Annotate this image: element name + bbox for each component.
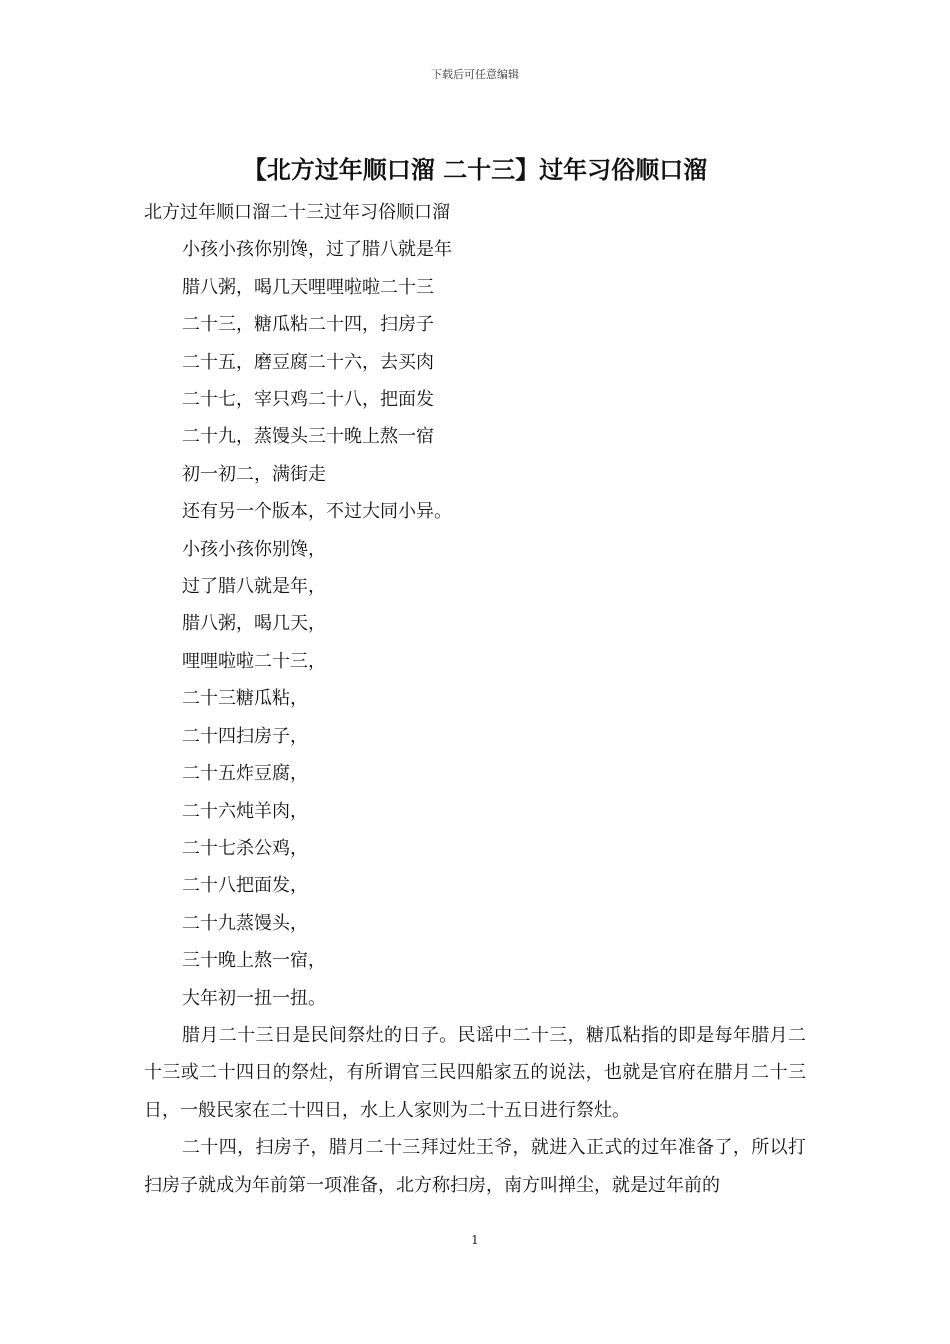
poem-line: 初一初二，满街走 xyxy=(182,463,326,485)
document-body xyxy=(144,194,806,1204)
poem-line: 二十八把面发， xyxy=(182,875,308,897)
document-subtitle: 北方过年顺口溜二十三过年习俗顺口溜 xyxy=(144,202,450,223)
paragraph-house-cleaning: 二十四，扫房子，腊月二十三拜过灶王爷，就进入正式的过年准备了，所以打扫房子就成为年前第一项准备，北方称扫房，南方叫掸尘，就是过年前的 xyxy=(144,1137,806,1196)
poem-line: 二十三糖瓜粘， xyxy=(182,688,308,710)
poem-line: 二十九蒸馒头， xyxy=(182,912,308,934)
poem-line: 小孩小孩你别馋，过了腊八就是年 xyxy=(182,239,452,261)
paragraph-kitchen-god: 腊月二十三日是民间祭灶的日子。民谣中二十三，糖瓜粘指的即是每年腊月二十三或二十四日的祭灶，有所谓官三民四船家五的说法，也就是官府在腊月二十三日，一般民家在二十四日，水上人家则为二十五日进行祭灶。 xyxy=(144,1024,806,1121)
document-title: 【北方过年顺口溜 二十三】过年习俗顺口溜 xyxy=(242,156,708,184)
poem-line: 小孩小孩你别馋， xyxy=(182,538,326,560)
poem-line: 过了腊八就是年， xyxy=(182,576,326,598)
page-header-note: 下载后可任意编辑 xyxy=(431,68,519,81)
poem-line: 三十晚上熬一宿， xyxy=(182,950,326,972)
poem-line: 二十六炖羊肉， xyxy=(182,800,308,822)
poem-line: 哩哩啦啦二十三， xyxy=(182,650,326,672)
poem-line: 二十五，磨豆腐二十六，去买肉 xyxy=(182,351,434,373)
poem-line: 二十三，糖瓜粘二十四，扫房子 xyxy=(182,314,434,336)
poem-line: 二十四扫房子， xyxy=(182,725,308,747)
poem-line: 二十七，宰只鸡二十八，把面发 xyxy=(182,389,434,411)
poem-line: 还有另一个版本，不过大同小异。 xyxy=(182,501,452,523)
page-number: 1 xyxy=(471,1233,479,1247)
poem-line: 大年初一扭一扭。 xyxy=(182,987,326,1009)
poem-line: 二十七杀公鸡， xyxy=(182,837,308,859)
poem-line: 腊八粥，喝几天哩哩啦啦二十三 xyxy=(182,276,434,298)
poem-line: 二十五炸豆腐， xyxy=(182,763,308,785)
poem-line: 二十九，蒸馒头三十晚上熬一宿 xyxy=(182,426,434,448)
poem-line: 腊八粥，喝几天， xyxy=(182,613,326,635)
